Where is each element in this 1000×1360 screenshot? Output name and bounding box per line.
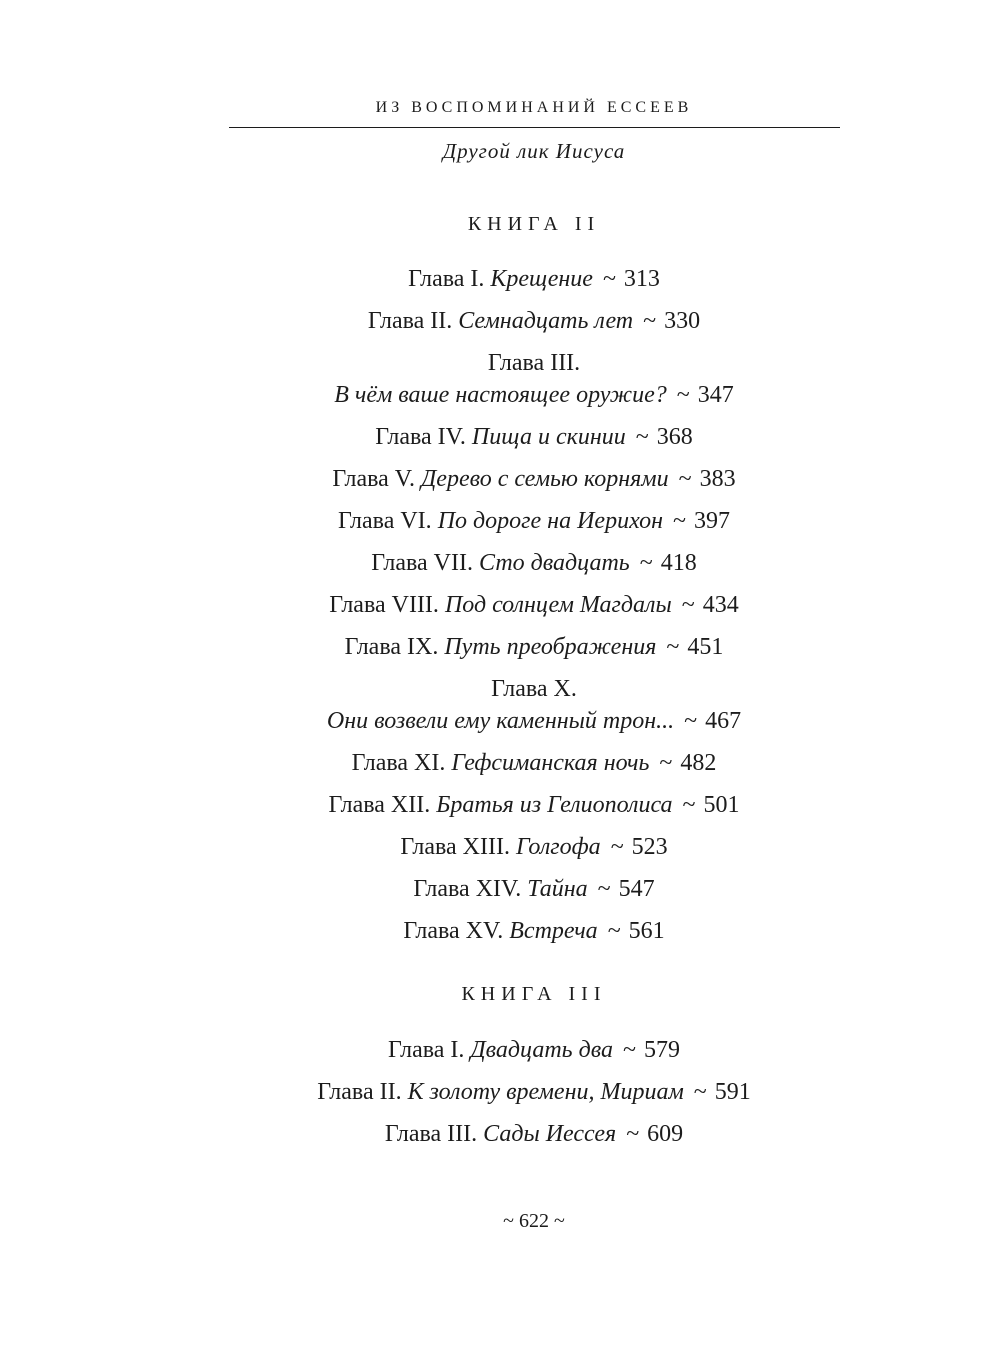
page-separator: ~ [626, 1121, 640, 1147]
chapter-label: Глава IX. [344, 634, 439, 660]
chapter-title: Дерево с семью корнями [421, 466, 669, 492]
page-number: 330 [664, 308, 701, 334]
page-separator: ~ [678, 466, 692, 492]
chapter-label: Глава IV. [375, 424, 466, 450]
chapter-label: Глава VII. [371, 550, 473, 576]
chapter-label: Глава II. [367, 308, 453, 334]
chapter-title: Они возвели ему каменный трон... [326, 708, 675, 734]
chapter-label: Глава XI. [351, 750, 446, 776]
running-head: ИЗ ВОСПОМИНАНИЙ ЕССЕЕВ [375, 99, 693, 116]
chapter-title: Голгофа [516, 834, 601, 860]
chapter-label: Глава III. [384, 1121, 478, 1147]
chapter-label: Глава I. [388, 1037, 465, 1063]
toc-entry [0, 1118, 1000, 1150]
chapter-title: Под солнцем Магдалы [444, 592, 672, 618]
page-number: 383 [699, 466, 736, 492]
page-separator: ~ [659, 750, 673, 776]
chapter-label: Глава V. [332, 466, 416, 492]
toc-entry [0, 305, 1000, 337]
toc-entry [0, 831, 1000, 863]
page-separator: ~ [622, 1037, 636, 1063]
page-separator: ~ [684, 708, 698, 734]
page-separator: ~ [693, 1079, 707, 1105]
book-subtitle: Другой лик Иисуса [442, 139, 626, 163]
page-number: 313 [623, 266, 660, 292]
toc-entry [0, 631, 1000, 663]
page-separator: ~ [610, 834, 624, 860]
page-number: 523 [631, 834, 668, 860]
chapter-label: Глава VIII. [329, 592, 439, 618]
page-separator: ~ [602, 266, 616, 292]
page-separator: ~ [682, 792, 696, 818]
toc-book-2 [0, 263, 1000, 957]
toc-entry [0, 747, 1000, 779]
page-separator: ~ [597, 876, 611, 902]
page-number: 609 [647, 1121, 684, 1147]
page-number: 501 [703, 792, 740, 818]
page-number: 397 [694, 508, 731, 534]
chapter-title: Гефсиманская ночь [451, 750, 650, 776]
header-rule [229, 127, 840, 128]
chapter-title: Тайна [527, 876, 588, 902]
chapter-label: Глава XII. [328, 792, 431, 818]
page-separator: ~ [673, 508, 687, 534]
toc-entry [0, 505, 1000, 537]
chapter-title: Братья из Гелиополиса [436, 792, 673, 818]
page-number: 591 [714, 1079, 751, 1105]
toc-entry [0, 463, 1000, 495]
chapter-label: Глава XIV. [413, 876, 522, 902]
page-separator: ~ [666, 634, 680, 660]
toc-entry [0, 673, 1000, 737]
book-title-2: КНИГА II [467, 213, 601, 235]
chapter-title: В чём ваше настоящее оружие? [334, 382, 667, 408]
page-number: 467 [705, 708, 742, 734]
chapter-title: Двадцать два [470, 1037, 613, 1063]
book-title-3: КНИГА III [461, 983, 607, 1005]
page-separator: ~ [607, 918, 621, 944]
chapter-label: Глава X. [491, 676, 577, 702]
page-number: 482 [680, 750, 717, 776]
page-number: 547 [618, 876, 655, 902]
page-separator: ~ [643, 308, 657, 334]
page-separator: ~ [635, 424, 649, 450]
toc-entry [0, 589, 1000, 621]
page-separator: ~ [681, 592, 695, 618]
chapter-label: Глава III. [487, 350, 581, 376]
chapter-label: Глава I. [408, 266, 485, 292]
page-number: 368 [656, 424, 693, 450]
chapter-title: К золоту времени, Мириам [407, 1079, 684, 1105]
toc-entry [0, 421, 1000, 453]
chapter-title: Крещение [490, 266, 593, 292]
chapter-label: Глава XIII. [400, 834, 510, 860]
toc-book-3 [0, 1034, 1000, 1160]
toc-entry [0, 347, 1000, 411]
toc-entry [0, 263, 1000, 295]
chapter-label: Глава VI. [337, 508, 432, 534]
chapter-title: Сто двадцать [478, 550, 630, 576]
page-number: 579 [643, 1037, 680, 1063]
chapter-title: Сады Иессея [483, 1121, 617, 1147]
page-number-footer: ~ 622 ~ [503, 1210, 565, 1232]
toc-entry [0, 873, 1000, 905]
toc-entry [0, 1034, 1000, 1066]
page-number: 418 [660, 550, 697, 576]
chapter-label: Глава XV. [403, 918, 504, 944]
toc-entry [0, 789, 1000, 821]
page-number: 347 [697, 382, 734, 408]
page-number: 451 [687, 634, 724, 660]
chapter-title: Пища и скинии [471, 424, 626, 450]
toc-entry [0, 1076, 1000, 1108]
chapter-title: Семнадцать лет [458, 308, 634, 334]
chapter-title: По дороге на Иерихон [437, 508, 664, 534]
chapter-title: Встреча [509, 918, 598, 944]
toc-entry [0, 915, 1000, 947]
page-number: 561 [628, 918, 665, 944]
toc-entry [0, 547, 1000, 579]
chapter-label: Глава II. [317, 1079, 402, 1105]
page-separator: ~ [639, 550, 653, 576]
chapter-title: Путь преображения [444, 634, 657, 660]
page-number: 434 [702, 592, 739, 618]
page-separator: ~ [676, 382, 690, 408]
